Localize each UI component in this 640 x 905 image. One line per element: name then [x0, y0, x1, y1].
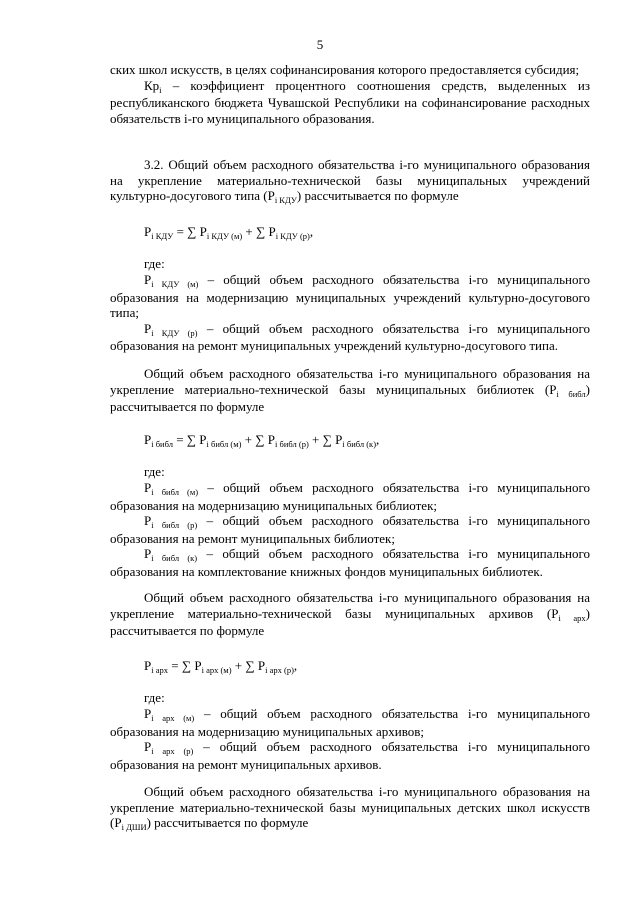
definition-bibl-m: $P_{i библ (м)}$ – общий объем расходного обязательства i-го муниципального образования на модернизацию муниципальных библиотек; — [110, 480, 590, 513]
definition-kdu-r: $P_{i КДУ (р)}$ – общий объем расходного обязательства i-го муниципального образования на ремонт муниципальных учреждений культурно-досугового типа. — [110, 320, 590, 353]
where-label-arh: где: — [144, 690, 165, 705]
definition-bibl-r: $P_{i библ (р)}$ – общий объем расходного обязательства i-го муниципального образования на ремонт муниципальных библиотек; — [110, 513, 590, 546]
intro-continuation — [110, 62, 590, 126]
paragraph-cont: ских школ искусств, в целях софинансирования которого предоставляется субсидия; — [110, 62, 580, 77]
section-arh-intro: Общий объем расходного обязательства i-го муниципального образования на укрепление материально-технической базы муниципальных архивов $(P_{i арх})$ рассчитывается по формуле — [110, 590, 590, 638]
section-bibl-definitions — [110, 480, 590, 579]
section-kdu-definitions — [110, 272, 590, 354]
definition-bibl-k: $P_{i библ (к)}$ – общий объем расходного обязательства i-го муниципального образования на комплектование книжных фондов муниципальных библиотек. — [110, 546, 590, 579]
formula-bibl: $P_{i библ}$ = ∑ $P_{i библ (м)}$ + ∑ $P_{i библ (р)}$ + ∑ $P_{i библ (к)}$, — [144, 432, 380, 449]
definition-kdu-m: $P_{i КДУ (м)}$ – общий объем расходного обязательства i-го муниципального образования на модернизацию муниципальных учреждений культурно-досугового типа; — [110, 272, 590, 320]
paragraph-kr-definition: $Кр_i$ – коэффициент процентного соотношения средств, выделенных из республиканского бюджета Чувашской Республики на софинансирование расходных обязательств i-го муниципального образования. — [110, 77, 590, 126]
section-bibl-intro: Общий объем расходного обязательства i-го муниципального образования на укрепление материально-технической базы муниципальных библиотек $(P_{i библ})$ рассчитывается по формуле — [110, 366, 590, 414]
formula-arh: $P_{i арх}$ = ∑ $P_{i арх (м)}$ + ∑ $P_{i арх (р)}$, — [144, 658, 298, 675]
page-number: 5 — [316, 37, 324, 52]
definition-arh-r: $P_{i арх (р)}$ – общий объем расходного обязательства i-го муниципального образования на ремонт муниципальных архивов. — [110, 739, 590, 772]
where-label-kdu: где: — [144, 256, 165, 271]
section-dshi-intro: Общий объем расходного обязательства i-го муниципального образования на укрепление материально-технической базы муниципальных детских школ искусств $(P_{i ДШИ})$ рассчитывается по формуле — [110, 784, 590, 832]
where-label-bibl: где: — [144, 464, 165, 479]
formula-kdu: $P_{i КДУ}$ = ∑ $P_{i КДУ (м)}$ + ∑ $P_{i КДУ (р)}$, — [144, 224, 314, 241]
definition-arh-m: $P_{i арх (м)}$ – общий объем расходного обязательства i-го муниципального образования на модернизацию муниципальных архивов; — [110, 706, 590, 739]
section-arh-definitions — [110, 706, 590, 772]
section-kdu-intro: 3.2. Общий объем расходного обязательства i-го муниципального образования на укрепление материально-технической базы муниципальных учреждений культурно-досугового типа $(P_{i КДУ})$ рассчитывается по формуле — [110, 157, 590, 205]
